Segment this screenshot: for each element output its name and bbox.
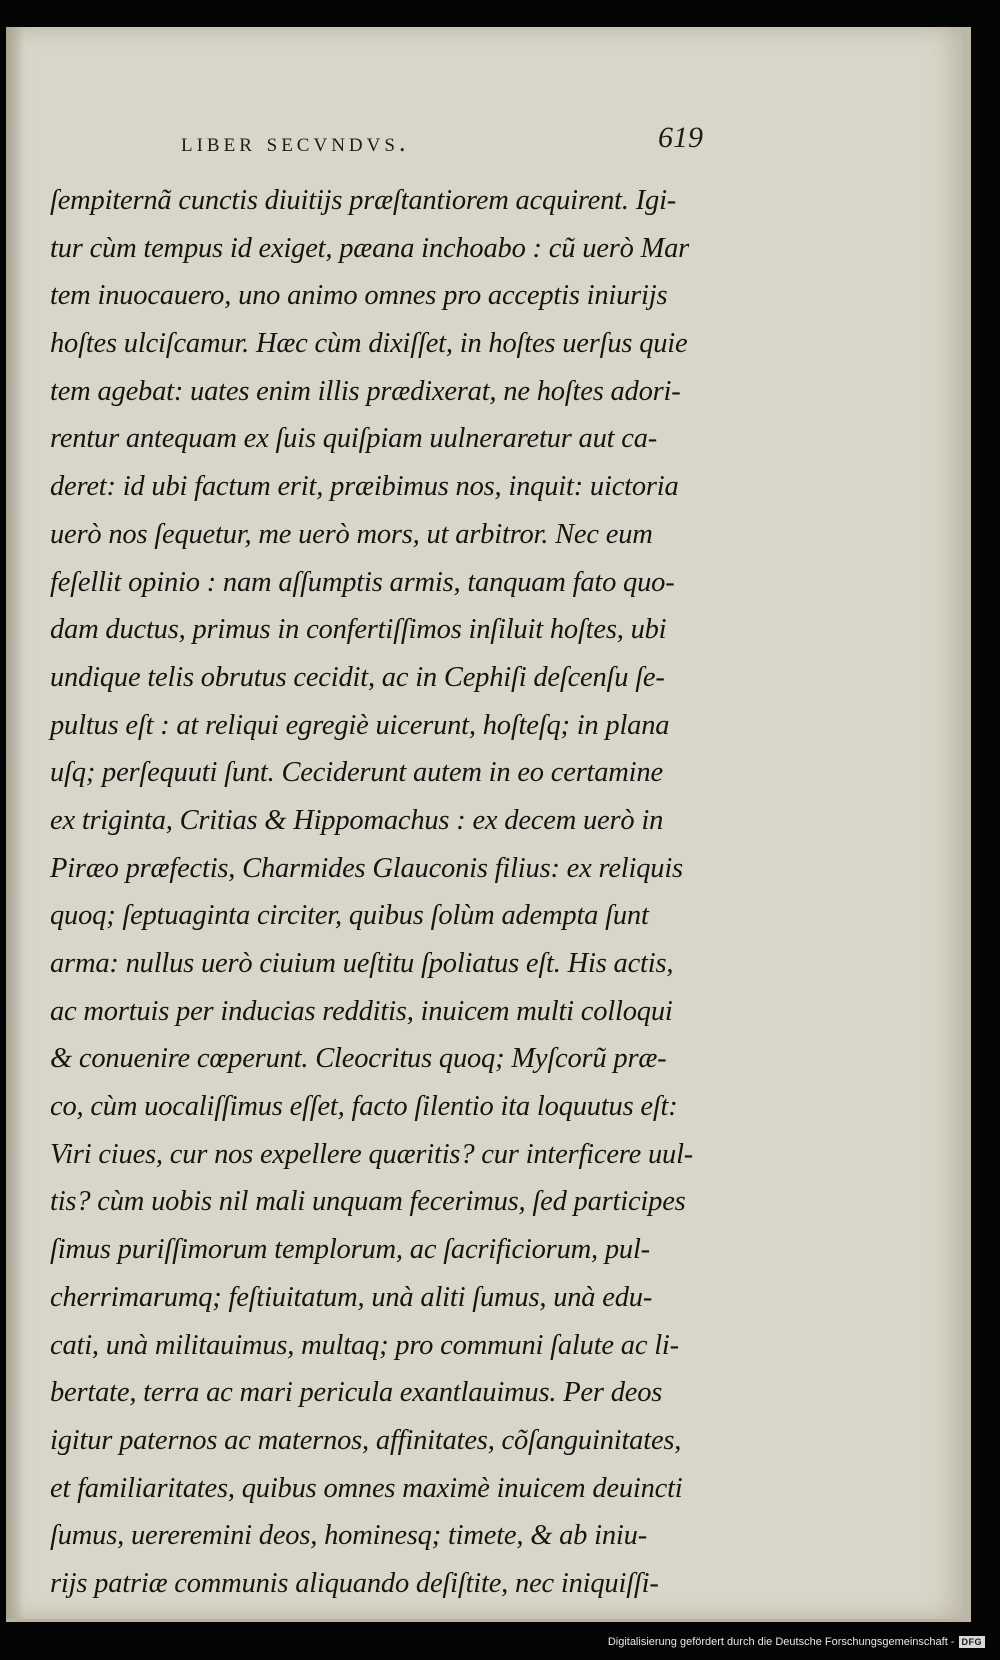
running-head: liber secvndvs. [181,127,410,157]
text-line: co, cùm uocaliſſimus eſſet, facto ſilentio ita loquutus eſt: [50,1091,678,1123]
dfg-logo: DFG [959,1636,986,1648]
text-line: rijs patriæ communis aliquando deſiſtite, nec iniquiſſi- [50,1567,659,1599]
text-line: tem inuocauero, uno animo omnes pro acceptis iniurijs [50,280,668,312]
text-line: bertate, terra ac mari pericula exantlauimus. Per deos [50,1377,663,1409]
digitization-credit [608,1636,985,1648]
text-line: Viri ciues, cur nos expellere quæritis? cur interficere uul- [50,1138,694,1170]
text-line: rentur antequam ex ſuis quiſpiam uulneraretur aut ca- [50,423,658,455]
text-line: uſq; perſequuti ſunt. Ceciderunt autem in eo certamine [50,757,663,789]
text-line: cherrimarumq; feſtiuitatum, unà aliti ſumus, unà edu- [50,1281,653,1313]
text-line: Piræo præfectis, Charmides Glauconis filius: ex reliquis [50,852,683,884]
text-line: arma: nullus uerò ciuium ueſtitu ſpoliatus eſt. His actis, [50,948,674,979]
text-line: quoq; ſeptuaginta circiter, quibus ſolùm adempta ſunt [50,900,649,932]
text-line: pultus eſt : at reliqui egregiè uicerunt, hoſteſq; in plana [50,709,670,741]
text-line: cati, unà militauimus, multaq; pro communi ſalute ac li- [50,1329,679,1361]
text-line: dam ductus, primus in confertiſſimos inſiluit hoſtes, ubi [50,614,667,646]
text-line: tis? cùm uobis nil mali unquam fecerimus, ſed participes [50,1186,686,1218]
text-line: uerò nos ſequetur, me uerò mors, ut arbitror. Nec eum [50,518,653,550]
text-line: ſimus puriſſimorum templorum, ac ſacrificiorum, pul- [50,1234,650,1266]
page-gutter-shadow [6,27,24,1619]
body-text [50,177,730,1608]
text-line: ac mortuis per inducias redditis, inuicem multi colloqui [50,995,673,1027]
text-line: deret: id ubi factum erit, præibimus nos, inquit: uictoria [50,471,679,503]
credit-text: Digitalisierung gefördert durch die Deutsche Forschungsgemeinschaft - [607,1636,955,1648]
text-line: igitur paternos ac maternos, affinitates, cõſanguinitates, [50,1424,682,1456]
page-number: 619 [658,121,703,154]
text-line: ſumus, uereremini deos, hominesq; timete, & ab iniu- [50,1520,647,1552]
text-line: hoſtes ulciſcamur. Hæc cùm dixiſſet, in hoſtes uerſus quie [50,328,688,360]
text-line: feſellit opinio : nam aſſumptis armis, tanquam fato quo- [50,566,675,598]
text-line: ex triginta, Critias & Hippomachus : ex decem uerò in [50,804,664,836]
text-line: ſempiternã cunctis diuitijs præſtantiorem acquirent. Igi- [50,185,677,216]
text-line: tur cùm tempus id exiget, pæana inchoabo : cũ uerò Mar [50,232,690,264]
text-line: et familiaritates, quibus omnes maximè inuicem deuincti [50,1472,683,1504]
text-line: & conuenire cœperunt. Cleocritus quoq; Myſcorũ præ- [50,1043,667,1075]
text-line: undique telis obrutus cecidit, ac in Cephiſi deſcenſu ſe- [50,661,665,693]
book-page [6,27,971,1622]
text-line: tem agebat: uates enim illis prædixerat, ne hoſtes adori- [50,375,681,407]
